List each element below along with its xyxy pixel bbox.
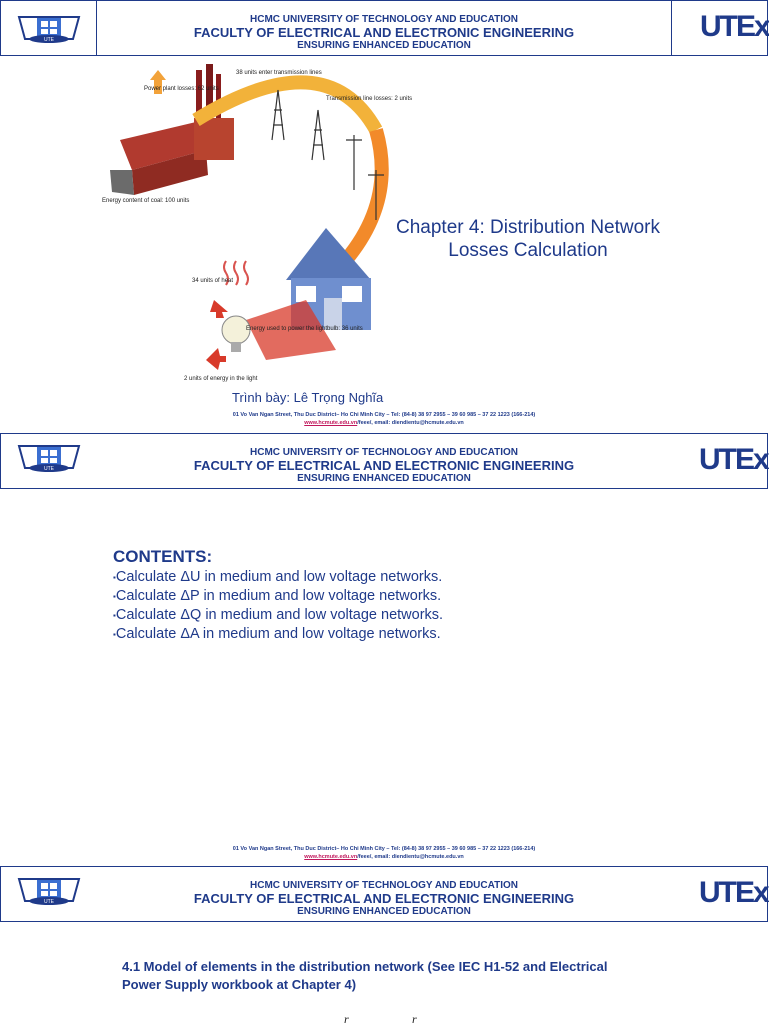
slide3-header bbox=[0, 866, 768, 922]
university-name: HCMC UNIVERSITY OF TECHNOLOGY AND EDUCATION bbox=[250, 447, 518, 458]
svg-text:Power plant losses: 62 units: Power plant losses: 62 units bbox=[144, 86, 219, 92]
ute-logo bbox=[1, 434, 97, 488]
presenter: Trình bày: Lê Trọng Nghĩa bbox=[232, 390, 384, 405]
formula-fragment: r bbox=[412, 1012, 417, 1026]
section-heading: 4.1 Model of elements in the distribution network (See IEC H1-52 and Electrical Power Supply workbook at Chapter 4) bbox=[122, 959, 608, 992]
svg-text:UTE: UTE bbox=[44, 37, 54, 43]
faculty-name: FACULTY OF ELECTRICAL AND ELECTRONIC ENGINEERING bbox=[193, 458, 575, 473]
utex-logo: UTEx bbox=[671, 1, 767, 55]
motto: ENSURING ENHANCED EDUCATION bbox=[297, 473, 471, 484]
contact: /feee/, email: diendientu@hcmute.edu.vn bbox=[357, 420, 464, 426]
utex-logo: UTEx bbox=[699, 876, 768, 909]
svg-text:Energy used to power the light: Energy used to power the lightbulb: 36 units bbox=[246, 326, 363, 332]
motto: ENSURING ENHANCED EDUCATION bbox=[297, 40, 471, 51]
slide2-footer bbox=[0, 845, 768, 861]
university-name: HCMC UNIVERSITY OF TECHNOLOGY AND EDUCATION bbox=[250, 14, 518, 25]
svg-text:UTE: UTE bbox=[44, 899, 54, 905]
list-item: ▪Calculate ΔU in medium and low voltage networks. bbox=[113, 569, 443, 585]
slide1-footer bbox=[0, 411, 768, 427]
contact: /feee/, email: diendientu@hcmute.edu.vn bbox=[357, 854, 464, 860]
svg-text:Transmission line losses: 2 un: Transmission line losses: 2 units bbox=[326, 96, 413, 102]
contents-list bbox=[113, 546, 443, 644]
chapter-title: Chapter 4: Distribution Network Losses Calculation bbox=[396, 217, 660, 261]
slide2-header bbox=[0, 433, 768, 489]
motto: ENSURING ENHANCED EDUCATION bbox=[297, 906, 471, 917]
ute-logo bbox=[1, 867, 97, 921]
list-item: ▪Calculate ΔP in medium and low voltage networks. bbox=[113, 588, 442, 604]
utex-logo: UTEx bbox=[699, 443, 768, 476]
faculty-name: FACULTY OF ELECTRICAL AND ELECTRONIC ENGINEERING bbox=[193, 891, 575, 906]
list-item: ▪Calculate ΔA in medium and low voltage networks. bbox=[113, 626, 441, 642]
svg-text:Energy content of coal: 100 un: Energy content of coal: 100 units bbox=[102, 198, 190, 204]
website-link[interactable]: www.hcmute.edu.vn bbox=[304, 420, 358, 426]
formula-fragment: r bbox=[344, 1012, 349, 1026]
energy-loss-diagram bbox=[96, 60, 413, 400]
address: 01 Vo Van Ngan Street, Thu Duc District– Ho Chi Minh City – Tel: (84-8) 38 97 2955 – 39 60 985 – 37 22 1223 (166-214) bbox=[232, 412, 536, 418]
website-link[interactable]: www.hcmute.edu.vn bbox=[304, 854, 358, 860]
svg-text:34 units of heat: 34 units of heat bbox=[192, 278, 234, 284]
university-name: HCMC UNIVERSITY OF TECHNOLOGY AND EDUCATION bbox=[250, 880, 518, 891]
contents-heading: CONTENTS: bbox=[113, 547, 213, 566]
svg-text:2 units of energy in the light: 2 units of energy in the light bbox=[184, 376, 258, 382]
slide1-header bbox=[0, 0, 768, 56]
faculty-name: FACULTY OF ELECTRICAL AND ELECTRONIC ENGINEERING bbox=[193, 25, 575, 40]
svg-text:38 units enter transmission li: 38 units enter transmission lines bbox=[236, 70, 322, 76]
address: 01 Vo Van Ngan Street, Thu Duc District– Ho Chi Minh City – Tel: (84-8) 38 97 2955 – 39 60 985 – 37 22 1223 (166-214) bbox=[232, 846, 536, 852]
list-item: ▪Calculate ΔQ in medium and low voltage networks. bbox=[113, 607, 444, 623]
ute-logo bbox=[1, 1, 97, 55]
svg-text:UTE: UTE bbox=[44, 466, 54, 472]
